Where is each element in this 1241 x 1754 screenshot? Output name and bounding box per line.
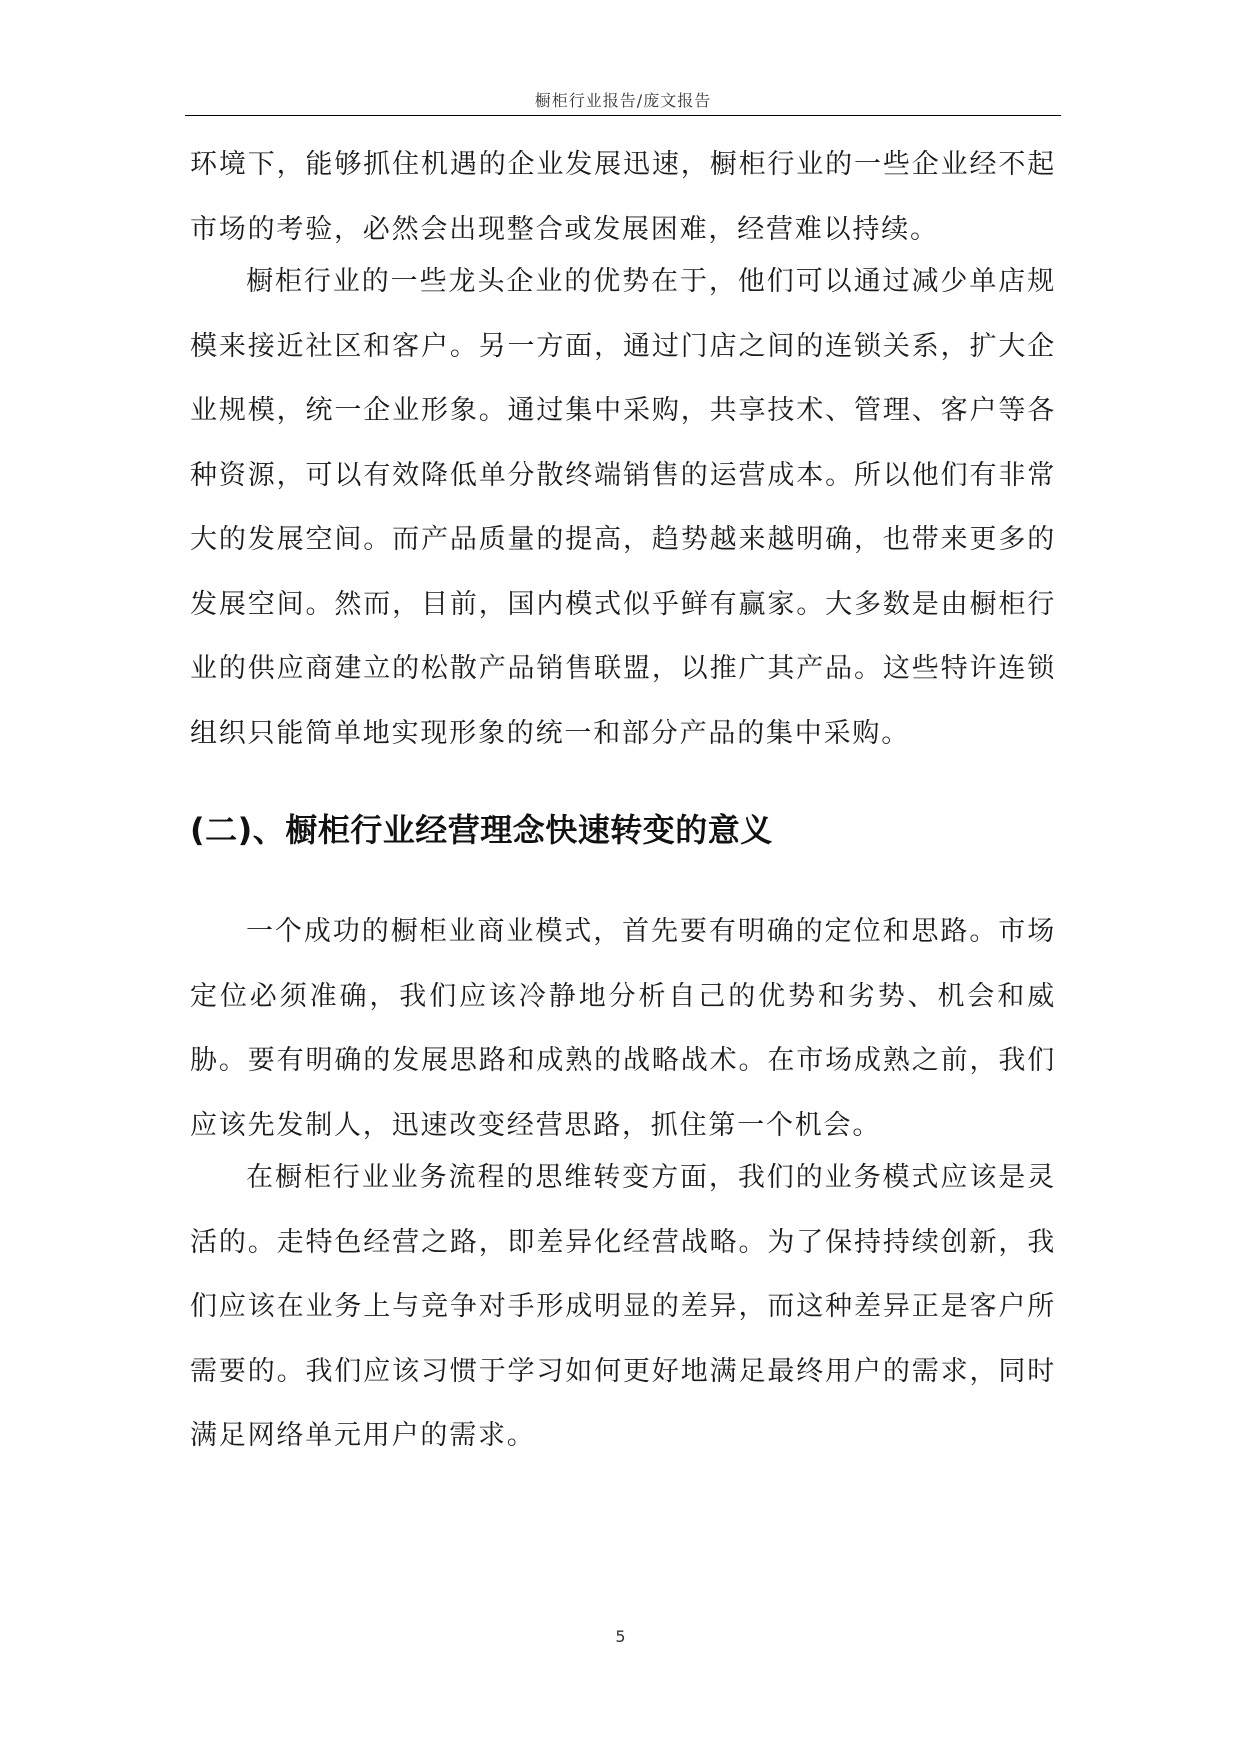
body-paragraph-process-thinking: 在橱柜行业业务流程的思维转变方面，我们的业务模式应该是灵活的。走特色经营之路，即差异化经营战略。为了保持持续创新，我们应该在业务上与竞争对手形成明显的差异，而这种差异正是客户所需要的。我们应该习惯于学习如何更好地满足最终用户的需求，同时满足网络单元用户的需求。 bbox=[190, 1162, 1056, 1451]
body-paragraph-continued: 环境下，能够抓住机遇的企业发展迅速，橱柜行业的一些企业经不起市场的考验，必然会出现整合或发展困难，经营难以持续。 bbox=[190, 149, 1056, 245]
body-paragraph-business-model: 一个成功的橱柜业商业模式，首先要有明确的定位和思路。市场定位必须准确，我们应该冷静地分析自己的优势和劣势、机会和威胁。要有明确的发展思路和成熟的战略战术。在市场成熟之前，我们应该先发制人，迅速改变经营思路，抓住第一个机会。 bbox=[190, 916, 1056, 1141]
running-header: 橱柜行业报告/庞文报告 bbox=[534, 91, 712, 110]
section-heading: (二)、橱柜行业经营理念快速转变的意义 bbox=[190, 811, 773, 849]
page-number: 5 bbox=[615, 1627, 626, 1646]
body-paragraph-leading-firms: 橱柜行业的一些龙头企业的优势在于，他们可以通过减少单店规模来接近社区和客户。另一方面，通过门店之间的连锁关系，扩大企业规模，统一企业形象。通过集中采购，共享技术、管理、客户等各种资源，可以有效降低单分散终端销售的运营成本。所以他们有非常大的发展空间。而产品质量的提高，趋势越来越明确，也带来更多的发展空间。然而，目前，国内模式似乎鲜有赢家。大多数是由橱柜行业的供应商建立的松散产品销售联盟，以推广其产品。这些特许连锁组织只能简单地实现形象的统一和部分产品的集中采购。 bbox=[190, 266, 1056, 749]
header-rule bbox=[185, 115, 1061, 116]
